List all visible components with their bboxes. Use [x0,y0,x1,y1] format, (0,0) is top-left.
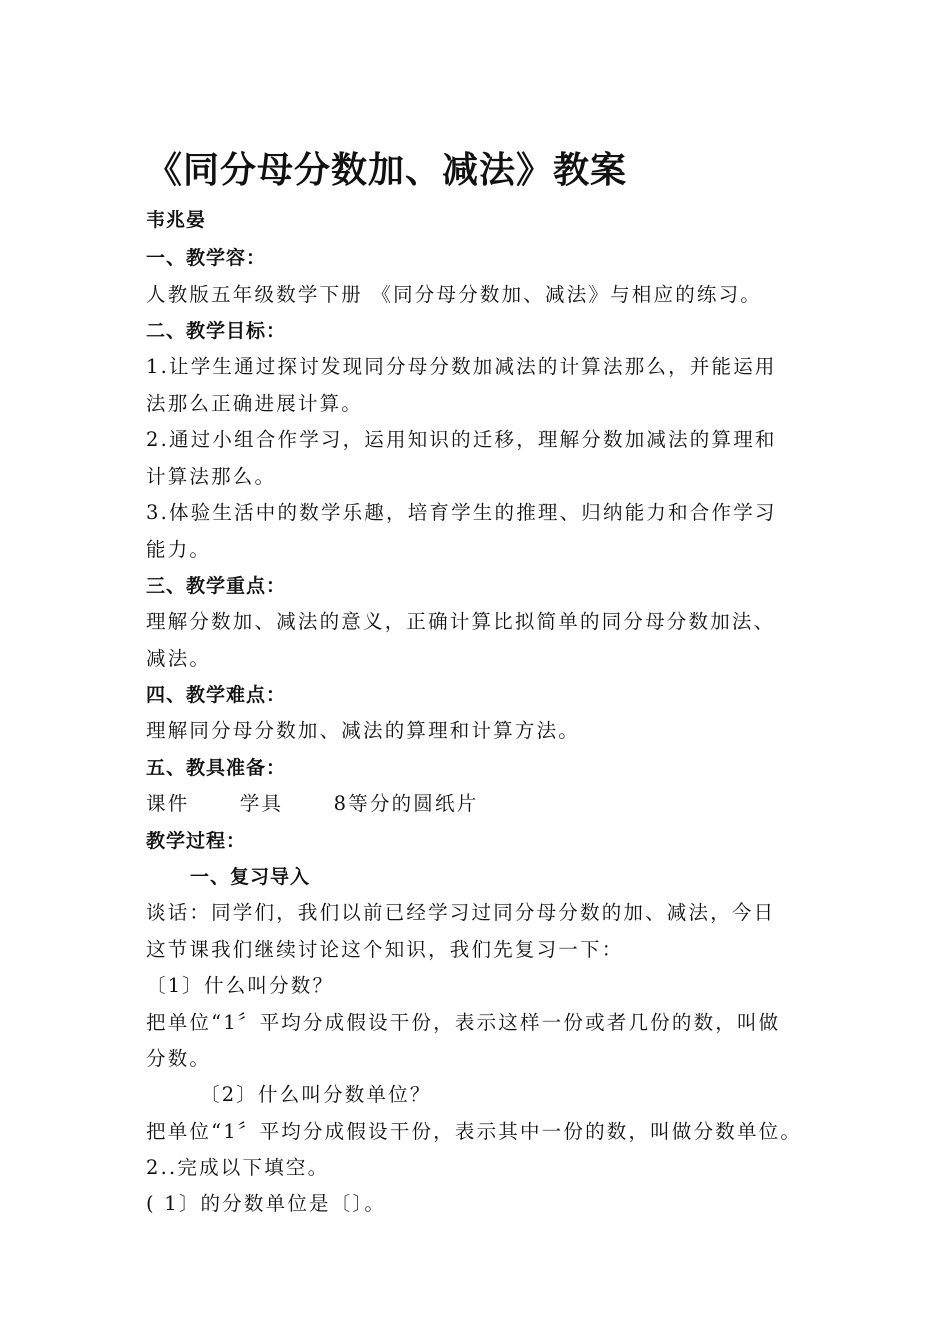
key-points-line-2: 减法。 [146,647,212,670]
difficulties-text: 理解同分母分数加、减法的算理和计算方法。 [146,719,581,742]
answer-1-line-1: 把单位“1〞平均分成假设干份，表示这样一份或者几份的数，叫做 [146,1011,781,1034]
talk-line-1: 谈话：同学们，我们以前已经学习过同分母分数的加、减法，今日 [146,901,776,924]
section-heading-difficulties: 四、教学难点： [146,684,287,706]
talk-line-2: 这节课我们继续讨论这个知识，我们先复习一下： [146,938,624,961]
goal-2-line-2: 计算法那么。 [146,465,277,488]
review-heading: 一、复习导入 [190,866,311,888]
task-2-item-1: ( 1〕的分数单位是〔〕。 [146,1192,387,1215]
question-2: 〔2〕什么叫分数单位？ [200,1083,432,1106]
question-1: 〔1〕什么叫分数？ [146,974,335,997]
materials-text: 课件 学具 8等分的圆纸片 [146,792,479,815]
process-heading: 教学过程： [146,830,247,852]
section-heading-goals: 二、教学目标： [146,320,287,342]
answer-2: 把单位“1〞平均分成假设干份，表示其中一份的数，叫做分数单位。 [146,1120,803,1143]
goal-1-line-2: 法那么正确进展计算。 [146,392,364,415]
key-points-line-1: 理解分数加、减法的意义，正确计算比拟简单的同分母分数加法、 [146,610,776,633]
document-title: 《同分母分数加、减法》教案 [146,150,628,191]
goal-2-line-1: 2.通过小组合作学习，运用知识的迁移，理解分数加减法的算理和 [146,428,777,451]
section-heading-materials: 五、教具准备： [146,757,287,779]
answer-1-line-2: 分数。 [146,1047,212,1070]
goal-3-line-2: 能力。 [146,538,212,561]
section-heading-content: 一、教学容： [146,247,267,269]
author-name: 韦兆晏 [146,209,207,231]
goal-3-line-1: 3.体验生活中的数学乐趣，培育学生的推理、归纳能力和合作学习 [146,501,777,524]
task-2: 2..完成以下填空。 [146,1156,330,1179]
section-heading-key-points: 三、教学重点： [146,575,287,597]
content-text: 人教版五年级数学下册 《同分母分数加、减法》与相应的练习。 [146,283,762,306]
goal-1-line-1: 1.让学生通过探讨发现同分母分数加减法的计算法那么，并能运用 [146,355,777,378]
